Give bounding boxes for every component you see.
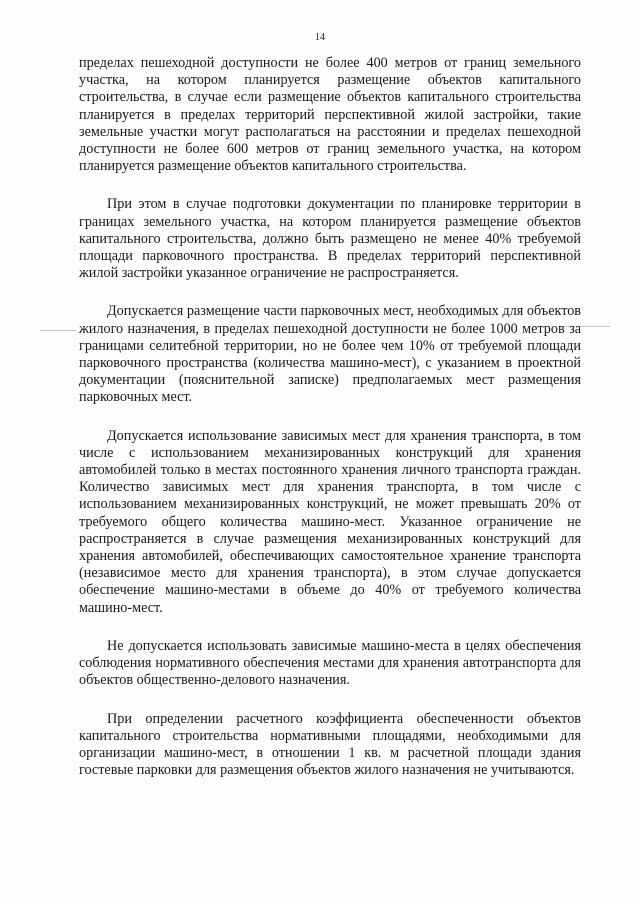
paragraph-guest-parking: При определении расчетного коэффициента обеспеченности объектов капитального строительства нормативными площадями, необходимыми для организации машино-мест, в отношении 1 кв. м расчетной площади здания гостевые парковки для размещения объектов жилого назначения не учитываются. <box>79 710 581 779</box>
paragraph-continuation: пределах пешеходной доступности не более 400 метров от границ земельного участка, на котором планируется размещение объектов капитального строительства, в случае если размещение объектов капитального строительства планируется в пределах территорий перспективной жилой застройки, такие земельные участки могут располагаться на расстоянии и пределах пешеходной доступности не более 600 метров от границ земельного участка, на котором планируется размещение объектов капитального строительства. <box>79 55 581 175</box>
page-number: 14 <box>315 32 325 43</box>
paragraph-dependent-places: Допускается использование зависимых мест для хранения транспорта, в том числе с использованием механизированных конструкций для хранения автомобилей только в местах постоянного хранения личного транспорта граждан. Количество зависимых мест для хранения транспорта, в том числе с использованием механизированных конструкций, не может превышать 20% от требуемого общего количества машино-мест. Указанное ограничение не распространяется в случае размещения механизированных конструкций для хранения автомобилей, обеспечивающих самостоятельное хранение транспорта (независимое место для хранения транспорта), в этом случае допускается обеспечение машино-местами в объеме до 40% от требуемого количества машино-мест. <box>79 427 581 616</box>
scan-artifact-line <box>40 330 76 331</box>
paragraph-public-objects: Не допускается использовать зависимые машино-места в целях обеспечения соблюдения нормативного обеспечения местами для хранения автотранспорта для объектов общественно-делового назначения. <box>79 637 581 689</box>
paragraph-parking-outside: Допускается размещение части парковочных мест, необходимых для объектов жилого назначения, в пределах пешеходной доступности не более 1000 метров за границами селитебной территории, но не более чем 10% от требуемой площади парковочного пространства (количества машино-мест), с указанием в проектной документации (пояснительной записке) предполагаемых мест размещения парковочных мест. <box>79 303 581 406</box>
paragraph-parking-territory: При этом в случае подготовки документации по планировке территории в границах земельного участка, на котором планируется размещение объектов капитального строительства, должно быть размещено не менее 40% требуемой площади парковочного пространства. В пределах территорий перспективной жилой застройки указанное ограничение не распространяется. <box>79 196 581 282</box>
document-body <box>79 55 581 800</box>
